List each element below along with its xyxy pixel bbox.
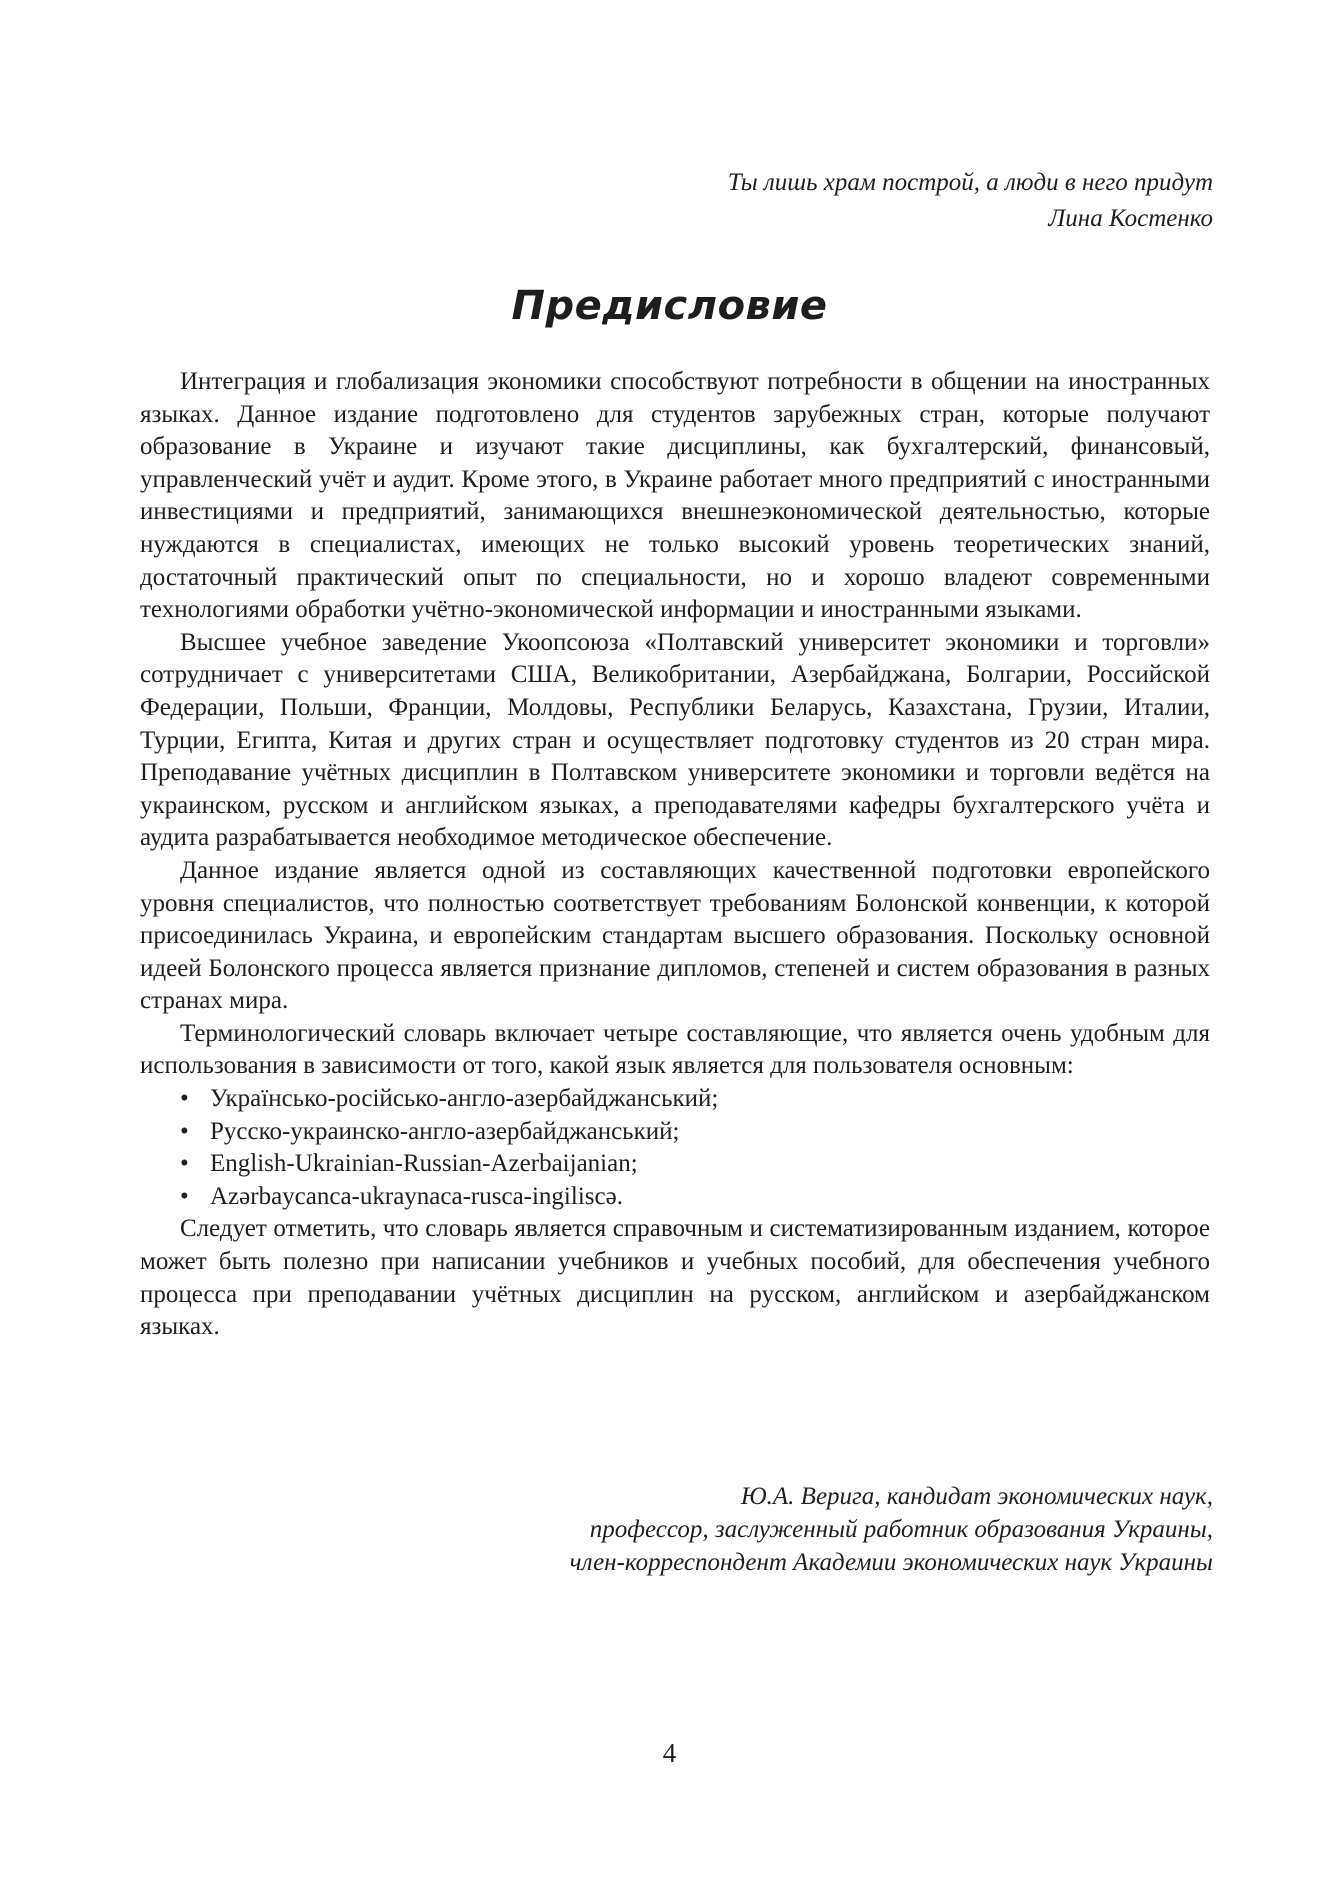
list-item [140, 1116, 1210, 1149]
page-title: Предисловие [511, 283, 828, 329]
author-signature [313, 1480, 1213, 1579]
bullet-icon: • [180, 1117, 189, 1145]
bullet-icon: • [180, 1085, 189, 1113]
paragraph-4: Терминологический словарь включает четыре составляющие, что является очень удобным для использования в зависимости от того, какой язык является для пользователя основным: [140, 1019, 1210, 1080]
preface-body [140, 366, 1210, 1344]
page-number: 4 [662, 1738, 677, 1768]
dictionary-parts-list [140, 1083, 1210, 1213]
paragraph-1: Интеграция и глобализация экономики способствуют потребности в общении на иностранных языках. Данное издание подготовлено для студентов зарубежных стран, которые получают образование в Украине и изучают такие дисциплины, как бухгалтерский, финансовый, управленческий учёт и аудит. Кроме этого, в Украине работает много предприятий с иностранными инвестициями и предприятий, занимающихся внешнеэкономической деятельностью, которые нуждаются в специалистах, имеющих не только высокий уровень теоретических знаний, достаточный практический опыт по специальности, но и хорошо владеют современными технологиями обработки учётно-экономической информации и иностранными языками. [140, 368, 1210, 624]
bullet-icon: • [180, 1150, 189, 1178]
list-item [140, 1083, 1210, 1116]
list-item [140, 1181, 1210, 1214]
signature-line-2: профессор, заслуженный работник образования Украины, [589, 1516, 1213, 1543]
list-item-text: Azərbaycanca-ukraynaca-rusca-ingiliscə. [210, 1182, 623, 1210]
bullet-icon: • [180, 1182, 189, 1210]
epigraph-author: Лина Костенко [1048, 205, 1213, 232]
epigraph-quote: Ты лишь храм построй, а люди в него придут [727, 169, 1213, 196]
list-item-text: Українсько-російсько-англо-азербайджанський; [210, 1085, 719, 1113]
paragraph-2: Высшее учебное заведение Укоопсоюза «Полтавский университет экономики и торговли» сотрудничает с университетами США, Великобритании, Азербайджана, Болгарии, Российской Федерации, Польши, Франции, Молдовы, Республики Беларусь, Казахстана, Грузии, Италии, Турции, Египта, Китая и других стран и осуществляет подготовку студентов из 20 стран мира. Преподавание учётных дисциплин в Полтавском университете экономики и торговли ведётся на украинском, русском и английском языках, а преподавателями кафедры бухгалтерского учёта и аудита разрабатывается необходимое методическое обеспечение. [140, 628, 1210, 852]
signature-line-1: Ю.А. Верига, кандидат экономических наук, [740, 1483, 1213, 1510]
signature-line-3: член-корреспондент Академии экономических наук Украины [569, 1549, 1213, 1576]
list-item-text: English-Ukrainian-Russian-Azerbaijanian; [210, 1150, 638, 1178]
paragraph-3: Данное издание является одной из составляющих качественной подготовки европейского уровня специалистов, что полностью соответствует требованиям Болонской конвенции, к которой присоединилась Украина, и европейским стандартам высшего образования. Поскольку основной идеей Болонского процесса является признание дипломов, степеней и систем образования в разных странах мира. [140, 856, 1210, 1015]
epigraph [513, 165, 1213, 237]
closing-paragraph: Следует отметить, что словарь является справочным и систематизированным изданием, которое может быть полезно при написании учебников и учебных пособий, для обеспечения учебного процесса при преподавании учётных дисциплин на русском, английском и азербайджанском языках. [140, 1215, 1210, 1341]
list-item [140, 1148, 1210, 1181]
list-item-text: Русско-украинско-англо-азербайджанський; [210, 1117, 680, 1145]
